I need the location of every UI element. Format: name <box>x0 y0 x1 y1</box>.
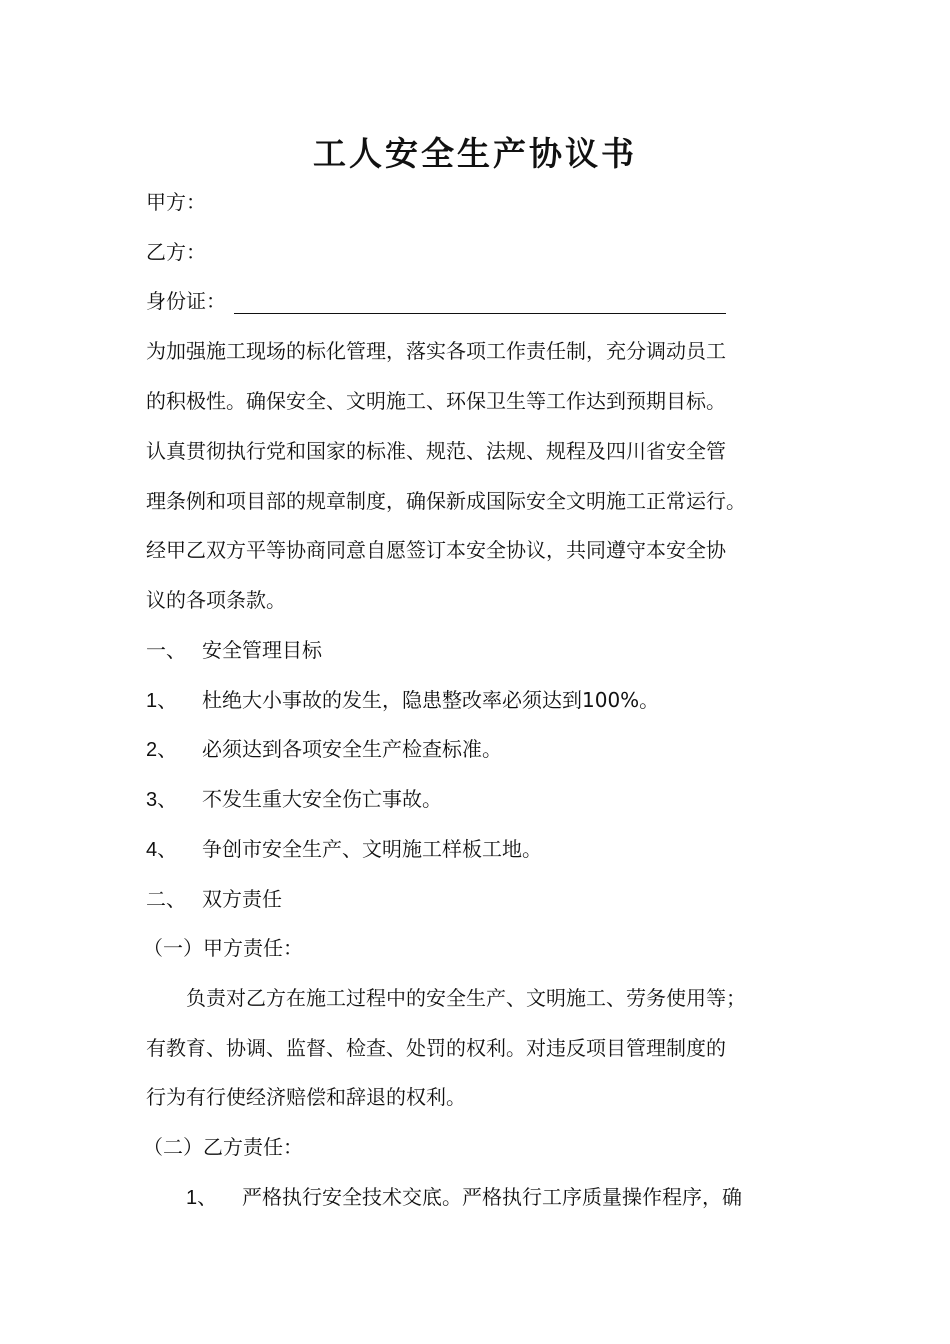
party-b-item-text: 严格执行安全技术交底。严格执行工序质量操作程序，确 <box>242 1185 742 1209</box>
section2-title: 双方责任 <box>202 887 282 911</box>
party-a-text: 负责对乙方在施工过程中的安全生产、文明施工、劳务使用等； <box>186 986 746 1010</box>
goal-item-text: 杜绝大小事故的发生，隐患整改率必须达到100%。 <box>202 688 660 712</box>
party-b-label: 乙方： <box>146 240 206 264</box>
section1-title: 安全管理目标 <box>202 638 322 662</box>
goal-item-number: 3、 <box>146 789 178 811</box>
intro-line: 认真贯彻执行党和国家的标准、规范、法规、规程及四川省安全管 <box>146 439 726 463</box>
intro-line: 理条例和项目部的规章制度，确保新成国际安全文明施工正常运行。 <box>146 489 746 513</box>
section1-number: 一、 <box>146 638 186 662</box>
id-underline <box>234 313 726 314</box>
intro-line: 为加强施工现场的标化管理，落实各项工作责任制，充分调动员工 <box>146 339 726 363</box>
goal-item-text: 不发生重大安全伤亡事故。 <box>202 787 442 811</box>
goal-item-number: 1、 <box>146 690 178 712</box>
goal-item <box>146 686 659 715</box>
goal-item-text: 争创市安全生产、文明施工样板工地。 <box>202 837 542 861</box>
party-a-heading: （一）甲方责任： <box>143 936 303 960</box>
goal-item <box>146 735 502 764</box>
party-b-item-number: 1、 <box>186 1187 218 1209</box>
section2-number: 二、 <box>146 887 186 911</box>
party-a-label: 甲方： <box>146 190 206 214</box>
goal-item-text: 必须达到各项安全生产检查标准。 <box>202 737 502 761</box>
document-title: 工人安全生产协议书 <box>313 134 637 173</box>
goal-item-number: 2、 <box>146 739 178 761</box>
section2-heading <box>146 885 282 913</box>
party-b-item <box>186 1183 742 1212</box>
intro-line: 的积极性。确保安全、文明施工、环保卫生等工作达到预期目标。 <box>146 389 726 413</box>
section1-heading <box>146 636 322 664</box>
intro-line: 议的各项条款。 <box>146 588 286 612</box>
party-a-text: 行为有行使经济赔偿和辞退的权利。 <box>146 1085 466 1109</box>
intro-line: 经甲乙双方平等协商同意自愿签订本安全协议，共同遵守本安全协 <box>146 538 726 562</box>
goal-item <box>146 785 442 814</box>
party-b-heading: （二）乙方责任： <box>143 1135 303 1159</box>
id-label: 身份证： <box>146 289 226 313</box>
goal-item-number: 4、 <box>146 839 178 861</box>
party-a-text: 有教育、协调、监督、检查、处罚的权利。对违反项目管理制度的 <box>146 1036 726 1060</box>
goal-item <box>146 835 542 864</box>
